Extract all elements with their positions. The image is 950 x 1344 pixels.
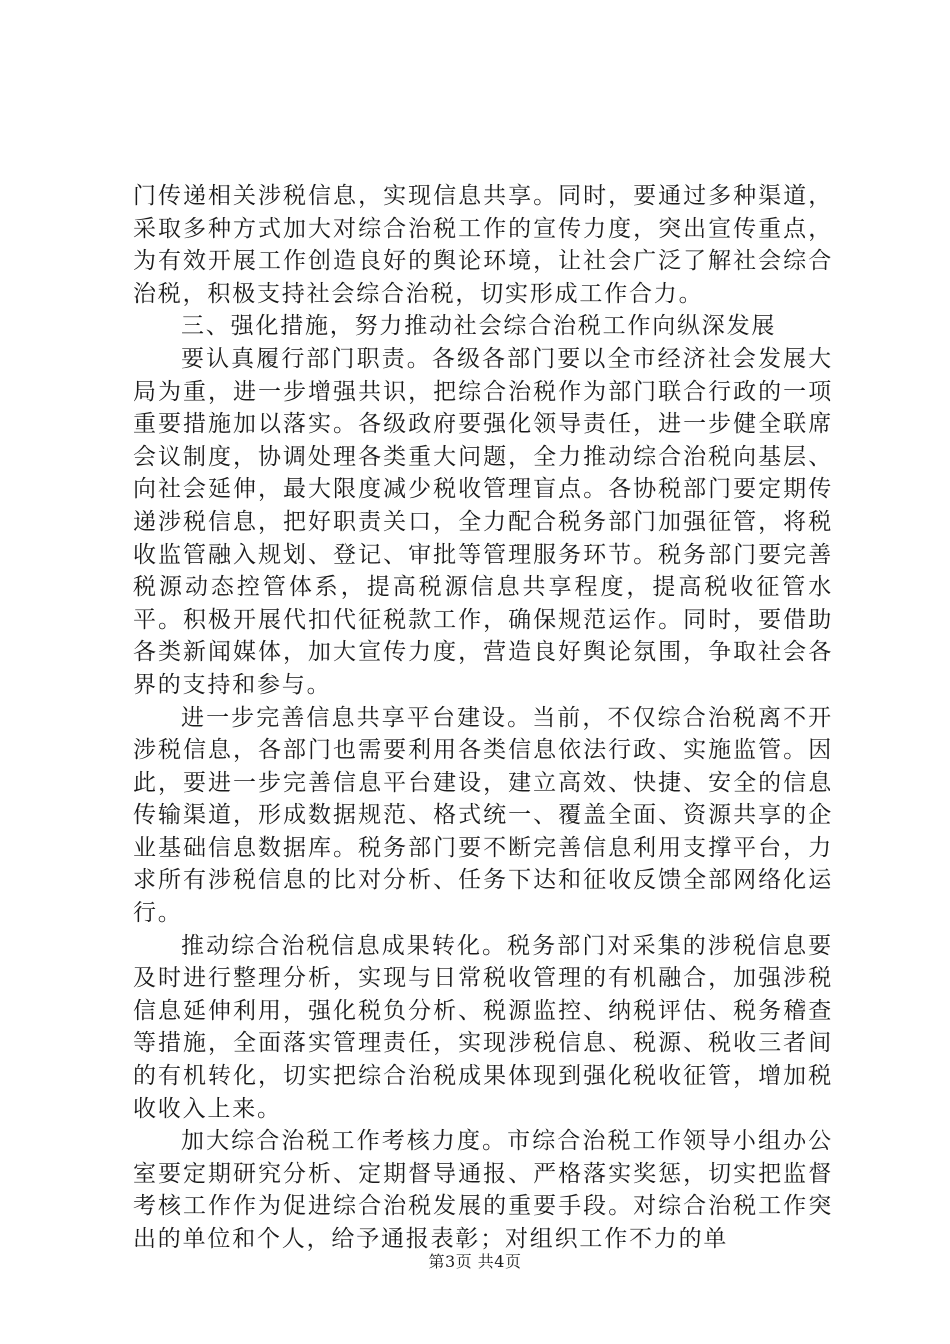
- paragraph-1: 门传递相关涉税信息，实现信息共享。同时，要通过多种渠道，采取多种方式加大对综合治税工作的宣传力度，突出宣传重点，为有效开展工作创造良好的舆论环境，让社会广泛了解社会综合治税，积极支持社会综合治税，切实形成工作合力。: [133, 183, 833, 307]
- section-heading-3: 三、强化措施，努力推动社会综合治税工作向纵深发展: [181, 313, 777, 340]
- paragraph-assessment: 加大综合治税工作考核力度。市综合治税工作领导小组办公室要定期研究分析、定期督导通报、严格落实奖惩，切实把监督考核工作作为促进综合治税发展的重要手段。对综合治税工作突出的单位和个人，给予通报表彰；对组织工作不力的单: [133, 1128, 833, 1252]
- paragraph-results-transformation: 推动综合治税信息成果转化。税务部门对采集的涉税信息要及时进行整理分析，实现与日常税收管理的有机融合，加强涉税信息延伸利用，强化税负分析、税源监控、纳税评估、税务稽查等措施，全面落实管理责任，实现涉税信息、税源、税收三者间的有机转化，切实把综合治税成果体现到强化税收征管，增加税收收入上来。: [133, 932, 833, 1122]
- page-footer: 第3页 共4页: [428, 1252, 522, 1271]
- document-body: [133, 180, 833, 1256]
- paragraph-department-duties: 要认真履行部门职责。各级各部门要以全市经济社会发展大局为重，进一步增强共识，把综合治税作为部门联合行政的一项重要措施加以落实。各级政府要强化领导责任，进一步健全联席会议制度，协调处理各类重大问题，全力推动综合治税向基层、向社会延伸，最大限度减少税收管理盲点。各协税部门要定期传递涉税信息，把好职责关口，全力配合税务部门加强征管，将税收监管融入规划、登记、审批等管理服务环节。税务部门要完善税源动态控管体系，提高税源信息共享程度，提高税收征管水平。积极开展代扣代征税款工作，确保规范运作。同时，要借助各类新闻媒体，加大宣传力度，营造良好舆论氛围，争取社会各界的支持和参与。: [133, 345, 833, 698]
- paragraph-info-sharing-platform: 进一步完善信息共享平台建设。当前，不仅综合治税离不开涉税信息，各部门也需要利用各类信息依法行政、实施监管。因此，要进一步完善信息平台建设，建立高效、快捷、安全的信息传输渠道，形成数据规范、格式统一、覆盖全面、资源共享的企业基础信息数据库。税务部门要不断完善信息利用支撑平台，力求所有涉税信息的比对分析、任务下达和征收反馈全部网络化运行。: [133, 704, 833, 927]
